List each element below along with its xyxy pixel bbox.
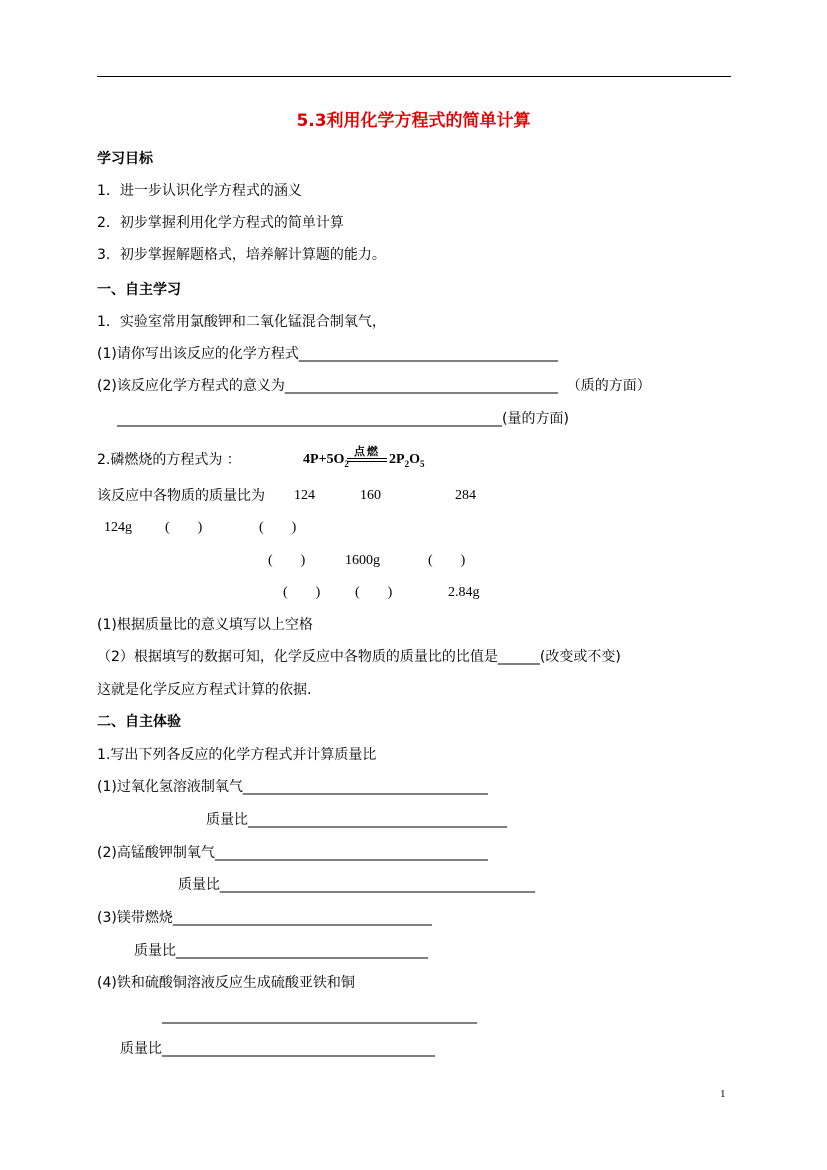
goal-item-3: 3．初步掌握解题格式，培养解计算题的能力。: [97, 247, 386, 263]
row1-o2-blank: ( ): [165, 520, 203, 535]
task-1: 1.写出下列各反应的化学方程式并计算质量比: [97, 747, 377, 763]
question-1-part-1: (1)请你写出该反应的化学方程式_____________________________________: [97, 346, 558, 362]
row3-p2o5: 2.84g: [448, 585, 480, 600]
row2-p-blank: ( ): [268, 553, 306, 568]
row1-p2o5-blank: ( ): [259, 520, 297, 535]
row3-p-blank: ( ): [283, 585, 321, 600]
mass-ratio-p2o5: 284: [455, 488, 476, 503]
row1-p: 124g: [104, 520, 132, 535]
goal-item-2: 2．初步掌握利用化学方程式的简单计算: [97, 215, 344, 231]
task-1-part-2: (2)高锰酸钾制氧气_______________________________________: [97, 845, 488, 861]
header-rule: [97, 76, 731, 77]
equation-condition: 点燃: [354, 445, 380, 458]
goal-item-1: 1．进一步认识化学方程式的涵义: [97, 183, 302, 199]
question-2-part-1: (1)根据质量比的意义填写以上空格: [97, 617, 313, 633]
question-2-conclusion: 这就是化学反应方程式计算的依据.: [97, 682, 312, 698]
section-heading-self-study: 一、自主学习: [97, 282, 181, 298]
question-2-part-2: （2）根据填写的数据可知，化学反应中各物质的质量比的比值是______(改变或不变): [97, 649, 621, 665]
equation-arrow: [347, 443, 387, 473]
page-number: 1: [720, 1088, 726, 1100]
row2-o2: 1600g: [345, 553, 380, 568]
question-1-part-2-quantity: _______________________________________________________(量的方面): [117, 411, 569, 427]
mass-ratio-label: 该反应中各物质的质量比为: [97, 488, 265, 504]
page-title: 5.3利用化学方程式的简单计算: [296, 111, 531, 131]
task-1-part-4-blank: _____________________________________________: [162, 1008, 477, 1024]
question-2-label: 2.磷燃烧的方程式为 ：: [97, 452, 241, 468]
task-1-part-4: (4)铁和硫酸铜溶液反应生成硫酸亚铁和铜: [97, 975, 355, 991]
task-1-part-3-ratio: 质量比____________________________________: [134, 943, 428, 959]
question-1: 1．实验室常用氯酸钾和二氧化锰混合制氧气，: [97, 314, 386, 330]
task-1-part-1: (1)过氧化氢溶液制氧气___________________________________: [97, 779, 488, 795]
task-1-part-1-ratio: 质量比_____________________________________: [206, 812, 507, 828]
row3-o2-blank: ( ): [355, 585, 393, 600]
task-1-part-4-ratio: 质量比_______________________________________: [120, 1041, 435, 1057]
task-1-part-3: (3)镁带燃烧_____________________________________: [97, 910, 432, 926]
mass-ratio-p: 124: [294, 488, 315, 503]
section-heading-practice: 二、自主体验: [97, 714, 181, 730]
equation-product: $2P_2O_5$: [389, 452, 425, 469]
section-heading-goals: 学习目标: [97, 151, 153, 167]
row2-p2o5-blank: ( ): [428, 553, 466, 568]
mass-ratio-o2: 160: [360, 488, 381, 503]
task-1-part-2-ratio: 质量比_____________________________________________: [178, 877, 535, 893]
question-1-part-2: (2)该反应化学方程式的意义为_______________________________________ （质的方面）: [97, 378, 651, 394]
equation-reactants: $4P+5O_2$: [303, 452, 349, 469]
